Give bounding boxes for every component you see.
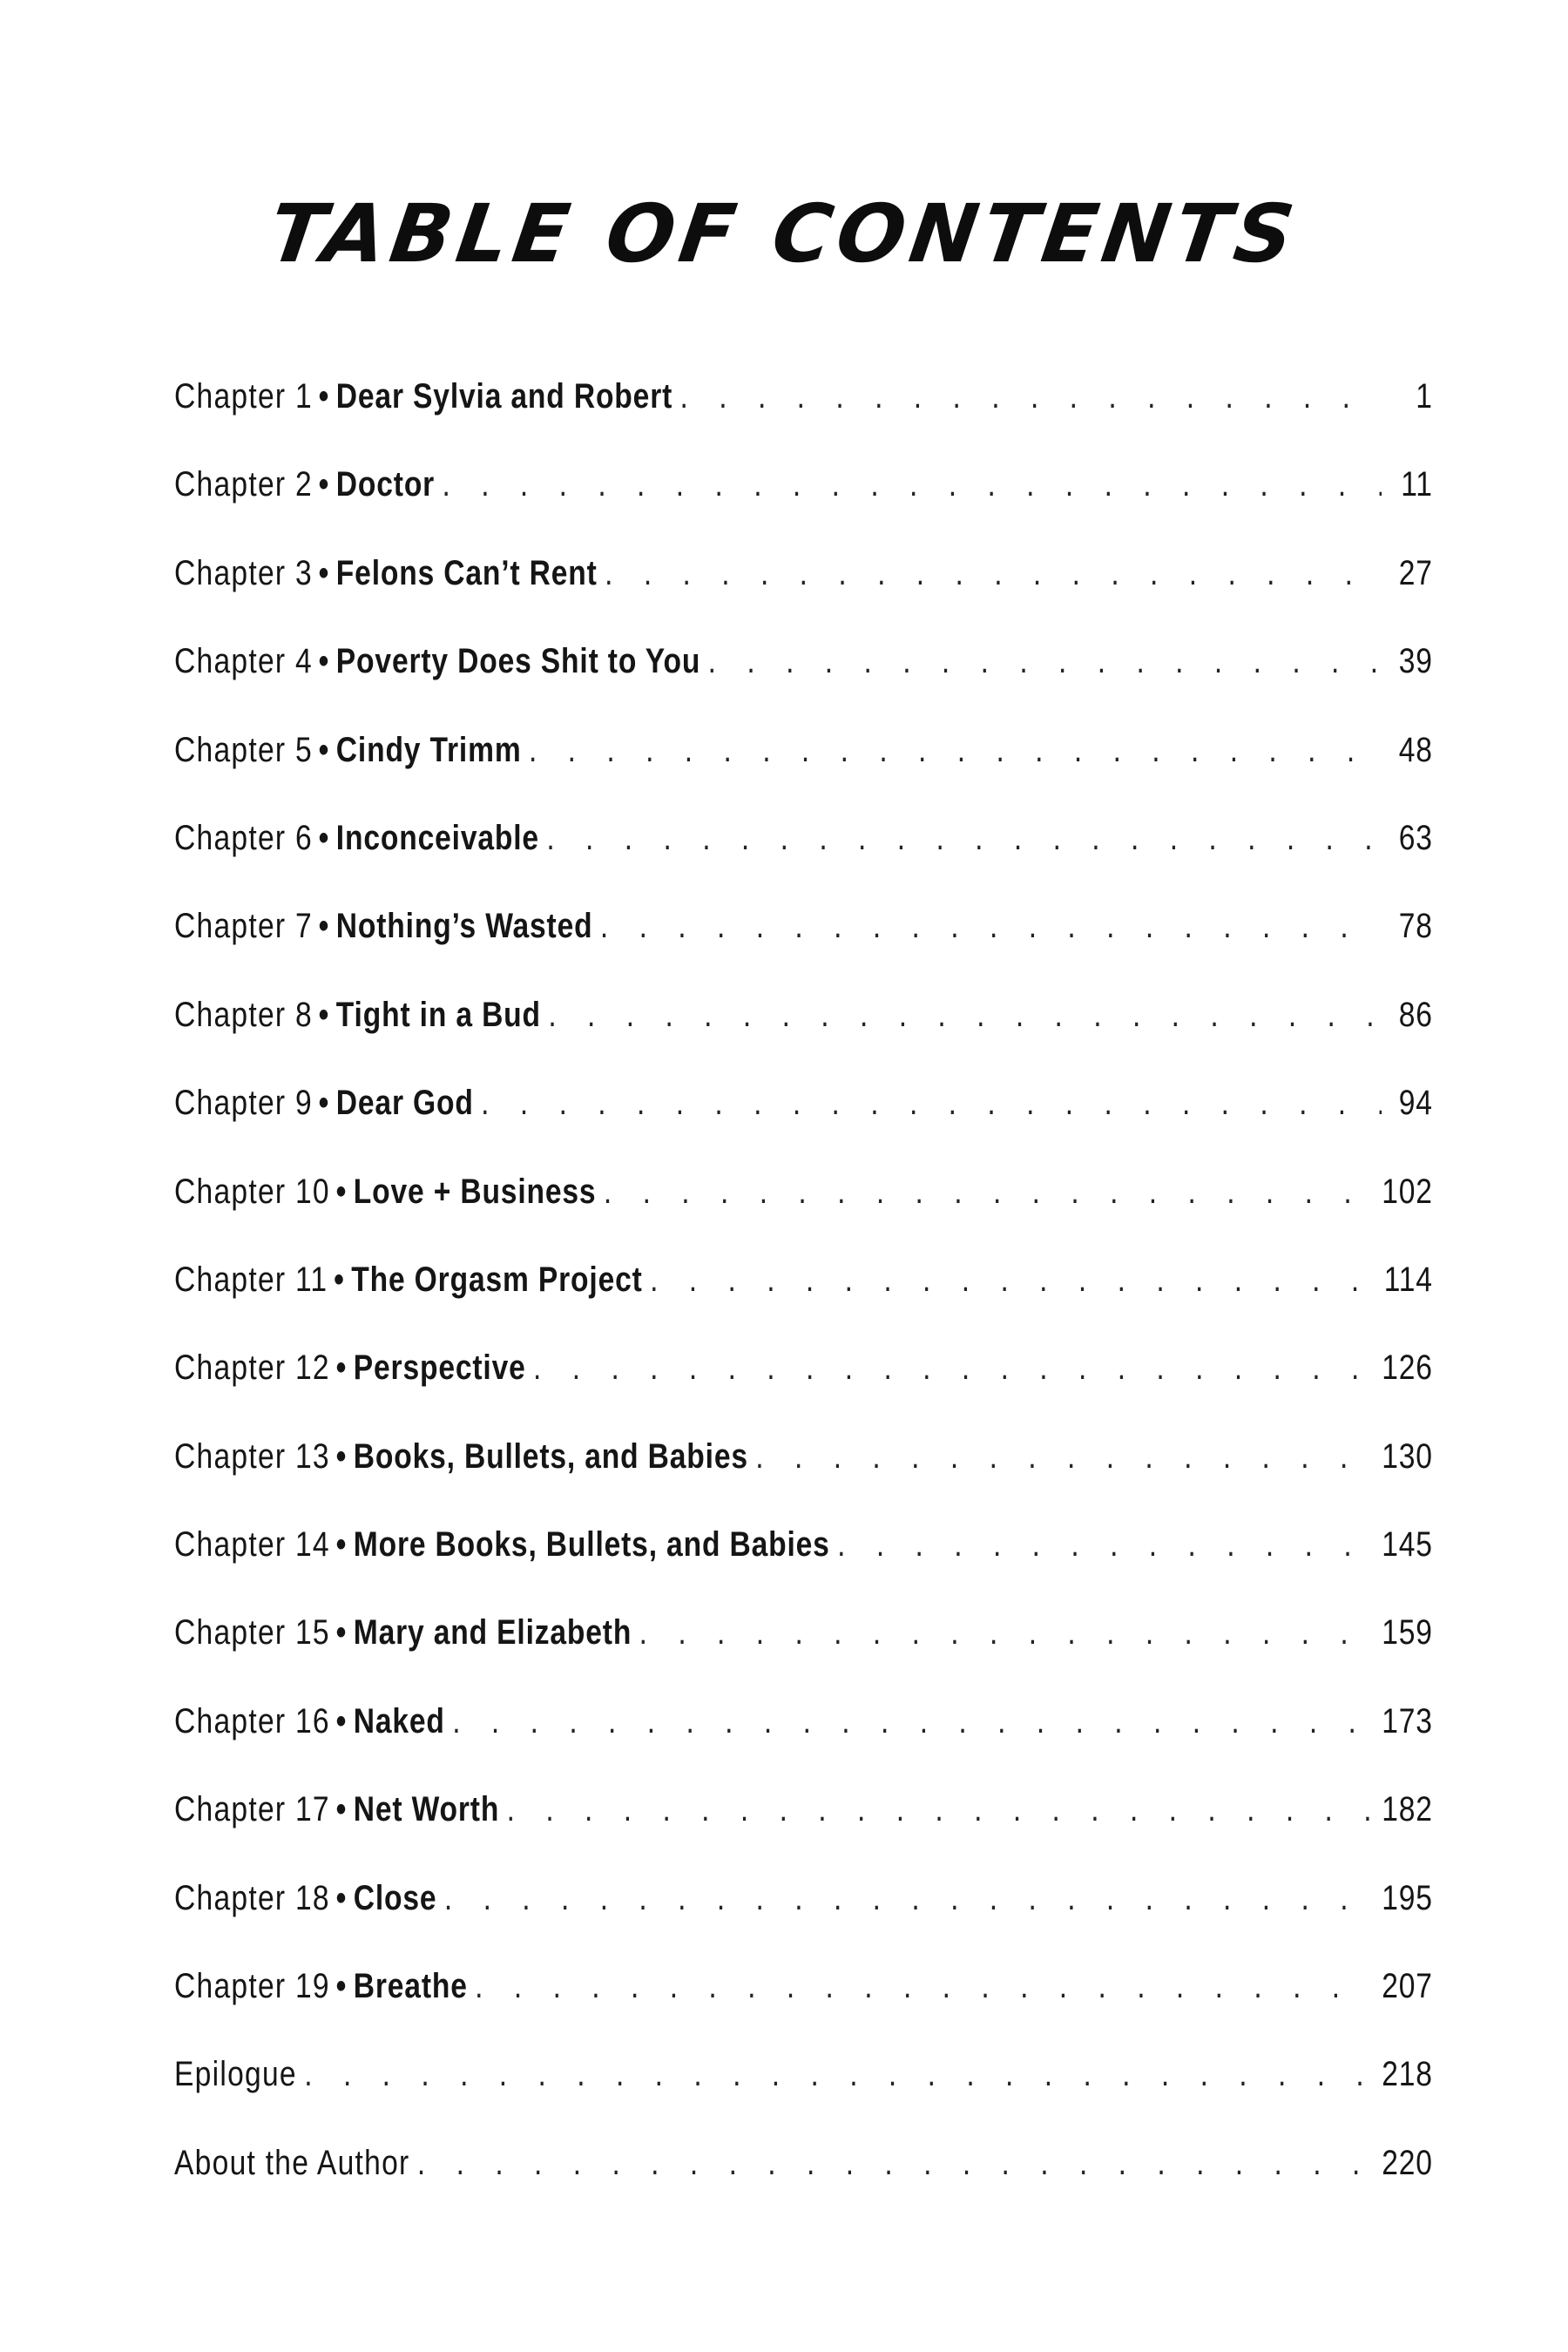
toc-entry-chapter-19 [174,1960,1433,2048]
toc-entry-chapter-17 [174,1783,1433,1871]
section-title: About the Author [174,2143,410,2182]
chapter-number: Chapter 5 [174,730,313,769]
chapter-title: Close [353,1878,437,1917]
chapter-number: Chapter 19 [174,1967,330,2006]
chapter-title: Tight in a Bud [335,995,541,1034]
chapter-number: Chapter 13 [174,1436,330,1476]
page-number: 27 [1398,553,1433,592]
chapter-number: Chapter 8 [174,995,313,1034]
chapter-number: Chapter 6 [174,818,313,857]
dot-leader [755,1430,1373,1483]
bullet-separator: • [335,1701,347,1740]
chapter-number: Chapter 12 [174,1348,330,1388]
toc-entry-chapter-4 [174,635,1433,723]
toc-entry-chapter-9 [174,1077,1433,1165]
page-number: 173 [1382,1701,1433,1740]
dot-leader [650,1254,1375,1306]
chapter-title: Inconceivable [335,818,539,857]
bullet-separator: • [318,377,329,416]
toc-entry-chapter-15 [174,1606,1433,1694]
chapter-title: Felons Can’t Rent [335,553,598,592]
chapter-number: Chapter 10 [174,1172,330,1211]
bullet-separator: • [335,1525,347,1565]
bullet-separator: • [318,818,329,857]
page-number: 39 [1398,642,1433,681]
dot-leader [304,2048,1373,2100]
toc-entry-chapter-16 [174,1695,1433,1783]
toc-list [174,370,1433,2225]
dot-leader [680,370,1382,422]
bullet-separator: • [318,1084,329,1123]
bullet-separator: • [335,1967,347,2006]
toc-title: TABLE OF CONTENTS [263,187,1305,280]
toc-entry-chapter-1 [174,370,1433,458]
chapter-number: Chapter 17 [174,1790,330,1829]
page-number: 126 [1382,1348,1433,1388]
page-number: 207 [1382,1967,1433,2006]
toc-entry-chapter-5 [174,724,1433,812]
dot-leader [639,1606,1374,1659]
chapter-title: Breathe [353,1967,468,2006]
toc-entry-chapter-6 [174,812,1433,900]
toc-entry-chapter-12 [174,1342,1433,1429]
chapter-number: Chapter 4 [174,642,313,681]
bullet-separator: • [318,465,329,504]
page-number: 48 [1398,730,1433,769]
chapter-title: Naked [353,1701,445,1740]
chapter-number: Chapter 7 [174,907,313,946]
chapter-title: Books, Bullets, and Babies [353,1436,748,1476]
dot-leader [443,458,1382,510]
page-number: 145 [1382,1525,1433,1565]
dot-leader [444,1872,1373,1924]
page-number: 78 [1398,907,1433,946]
chapter-number: Chapter 2 [174,465,313,504]
toc-entry-chapter-8 [174,989,1433,1077]
toc-entry-chapter-13 [174,1430,1433,1518]
dot-leader [452,1695,1373,1747]
chapter-title: Mary and Elizabeth [353,1613,632,1652]
dot-leader [837,1518,1373,1571]
bullet-separator: • [335,1172,347,1211]
dot-leader [417,2137,1373,2189]
toc-entry-chapter-18 [174,1872,1433,1960]
page-number: 63 [1398,818,1433,857]
chapter-number: Chapter 15 [174,1613,330,1652]
bullet-separator: • [335,1613,347,1652]
chapter-number: Chapter 18 [174,1878,330,1917]
chapter-title: Nothing’s Wasted [335,907,593,946]
chapter-number: Chapter 1 [174,377,313,416]
chapter-title: The Orgasm Project [351,1260,643,1299]
chapter-title: Dear Sylvia and Robert [335,377,673,416]
chapter-title: Doctor [335,465,436,504]
bullet-separator: • [334,1260,344,1299]
page-number: 114 [1383,1260,1433,1299]
page-number: 220 [1382,2143,1433,2182]
chapter-number: Chapter 14 [174,1525,330,1565]
chapter-title: Love + Business [353,1172,597,1211]
toc-entry-chapter-11 [174,1254,1433,1342]
chapter-title: Poverty Does Shit to You [335,642,701,681]
bullet-separator: • [318,553,329,592]
chapter-title: Perspective [353,1348,526,1388]
toc-entry-chapter-2 [174,458,1433,546]
chapter-number: Chapter 11 [174,1260,328,1299]
chapter-title: Cindy Trimm [335,730,522,769]
dot-leader [475,1960,1373,2012]
bullet-separator: • [318,907,329,946]
toc-entry-chapter-7 [174,900,1433,988]
bullet-separator: • [318,642,329,681]
toc-entry-chapter-10 [174,1166,1433,1254]
chapter-number: Chapter 16 [174,1701,330,1740]
bullet-separator: • [335,1790,347,1829]
page-number: 130 [1382,1436,1433,1476]
dot-leader [481,1077,1382,1129]
bullet-separator: • [335,1878,347,1917]
dot-leader [605,547,1382,599]
dot-leader [546,812,1382,864]
section-title: Epilogue [174,2055,297,2094]
chapter-title: Dear God [335,1084,474,1123]
toc-entry-about-the-author [174,2137,1433,2225]
toc-entry-chapter-3 [174,547,1433,635]
chapter-number: Chapter 9 [174,1084,313,1123]
chapter-title: Net Worth [353,1790,500,1829]
bullet-separator: • [318,730,329,769]
toc-entry-epilogue [174,2048,1433,2136]
bullet-separator: • [335,1436,347,1476]
chapter-title: More Books, Bullets, and Babies [353,1525,830,1565]
bullet-separator: • [335,1348,347,1388]
dot-leader [529,724,1382,776]
toc-entry-chapter-14 [174,1518,1433,1606]
dot-leader [708,635,1382,687]
dot-leader [533,1342,1373,1394]
dot-leader [600,900,1382,952]
dot-leader [507,1783,1374,1835]
chapter-number: Chapter 3 [174,553,313,592]
dot-leader [548,989,1382,1041]
page-number: 94 [1398,1084,1433,1123]
page-number: 1 [1416,377,1433,416]
page-number: 182 [1382,1790,1433,1829]
page-number: 102 [1382,1172,1433,1211]
bullet-separator: • [318,995,329,1034]
dot-leader [604,1166,1373,1218]
page-number: 195 [1382,1878,1433,1917]
page-number: 11 [1401,465,1433,504]
page-number: 159 [1382,1613,1433,1652]
page-number: 86 [1398,995,1433,1034]
page-number: 218 [1382,2055,1433,2094]
